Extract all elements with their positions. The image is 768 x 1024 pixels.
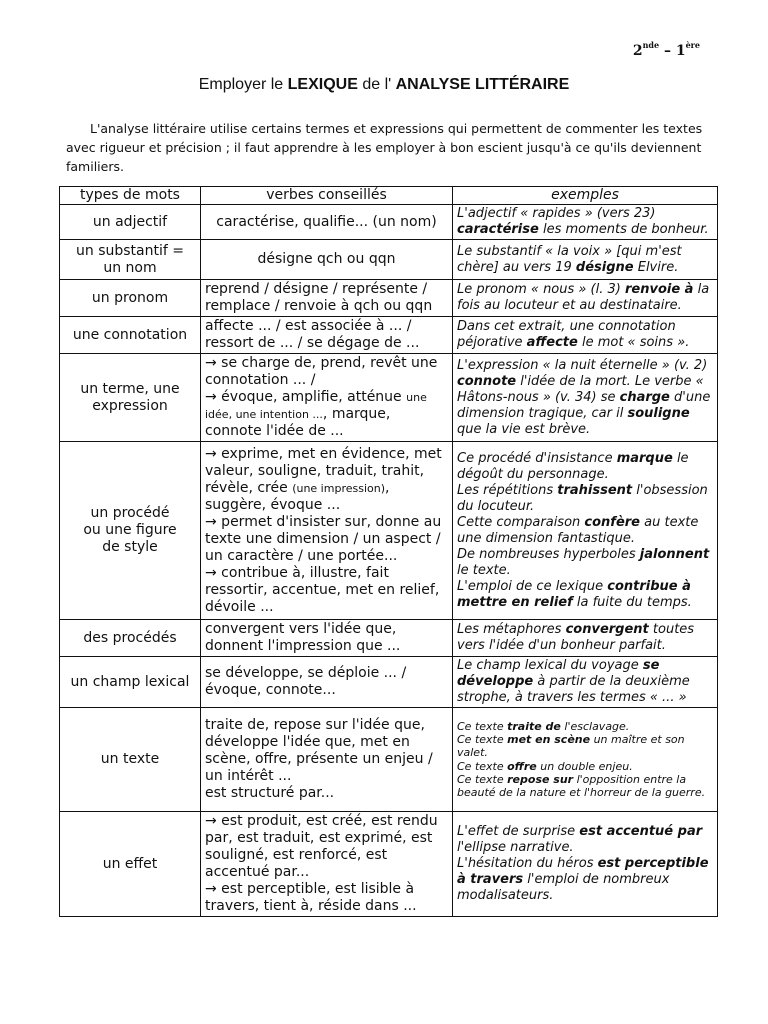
example-keyword: caractérise xyxy=(457,222,539,237)
level-a-sup: nde xyxy=(642,40,660,50)
example-keyword: marque xyxy=(616,450,673,466)
example-keyword: contribue à mettre en relief xyxy=(457,578,691,610)
example-text: De nombreuses hyperboles xyxy=(457,546,640,562)
type-cell xyxy=(60,442,201,620)
example-text: les moments de bonheur. xyxy=(538,222,709,237)
example-keyword: repose sur xyxy=(507,772,574,786)
type-cell xyxy=(60,354,201,442)
example-keyword: est accentué par xyxy=(579,824,703,839)
verbs-line: traite de, repose sur l'idée que, développe l'idée que, met en scène, offre, présente un enjeu / un intérêt ... xyxy=(205,717,433,784)
example-text: que la vie est brève. xyxy=(457,421,591,437)
lexicon-table xyxy=(59,186,718,917)
example-text: la fois au locuteur et au destinataire. xyxy=(457,282,710,313)
verbs-line xyxy=(205,389,448,440)
example-text: l'opposition entre la beauté de la nature et l'horreur de la guerre. xyxy=(457,772,706,800)
type-cell: un effet xyxy=(60,812,201,917)
example-keyword: confère xyxy=(584,514,640,530)
example-text: L'hésitation du héros xyxy=(457,856,598,871)
example-cell xyxy=(453,442,718,620)
example-keyword: charge xyxy=(619,389,670,405)
title-part-3: de l' xyxy=(357,76,396,93)
example-text: un double enjeu. xyxy=(536,759,633,773)
header-verbs: verbes conseillés xyxy=(201,187,453,205)
example-keyword: connote xyxy=(457,373,517,389)
header-examples: exemples xyxy=(453,187,718,205)
verbs-line: → est produit, est créé, est rendu par, est traduit, est exprimé, est souligné, est renforcé, est accentué par... xyxy=(205,813,438,880)
example-text: Cette comparaison xyxy=(457,514,585,530)
title-part-1: Employer le xyxy=(198,76,288,93)
verbs-cell: se développe, se déploie ... / évoque, connote... xyxy=(201,657,453,708)
verbs-cell xyxy=(201,812,453,917)
example-text: au texte une dimension fantastique. xyxy=(457,514,699,546)
type-cell: des procédés xyxy=(60,620,201,657)
example-text: l'ellipse narrative. xyxy=(457,840,574,855)
example-keyword: trahissent xyxy=(557,482,633,498)
example-text: l'esclavage. xyxy=(560,719,630,733)
verbs-line: est structuré par... xyxy=(205,785,335,801)
verbs-cell: convergent vers l'idée que, donnent l'impression que ... xyxy=(201,620,453,657)
table-row xyxy=(60,317,718,354)
type-cell xyxy=(60,240,201,280)
table-row xyxy=(60,240,718,280)
table-row xyxy=(60,812,718,917)
example-text: Les répétitions xyxy=(457,482,558,498)
example-text: Ce texte xyxy=(457,759,508,773)
example-cell xyxy=(453,240,718,280)
verbs-line xyxy=(205,446,448,514)
example-keyword: offre xyxy=(507,759,537,773)
type-cell: un texte xyxy=(60,708,201,812)
title-part-2: LEXIQUE xyxy=(287,76,358,93)
table-row xyxy=(60,620,718,657)
example-text: Le pronom « nous » (l. 3) xyxy=(457,282,625,297)
example-keyword: met en scène xyxy=(507,732,591,746)
verbs-part: , suggère, évoque ... xyxy=(205,479,390,513)
example-text: le texte. xyxy=(457,562,511,578)
example-text: Ce texte xyxy=(457,772,508,786)
header-type: types de mots xyxy=(60,187,201,205)
example-text: L'emploi de ce lexique xyxy=(457,578,608,594)
verbs-cell xyxy=(201,442,453,620)
example-cell xyxy=(453,317,718,354)
verbs-line: → contribue à, illustre, fait ressortir, accentue, met en relief, dévoile ... xyxy=(205,564,440,615)
example-text: le mot « soins ». xyxy=(577,335,690,350)
verbs-cell: affecte ... / est associée à ... / ressort de ... / se dégage de ... xyxy=(201,317,453,354)
table-row xyxy=(60,708,718,812)
verbs-line: → se charge de, prend, revêt une connotation ... / xyxy=(205,355,438,388)
example-keyword: traite de xyxy=(507,719,561,733)
example-keyword: affecte xyxy=(526,335,578,350)
example-text: toutes vers l'idée d'un bonheur parfait. xyxy=(457,622,695,653)
example-text: l'emploi de nombreux modalisateurs. xyxy=(457,872,670,903)
example-keyword: se développe xyxy=(457,658,660,689)
example-cell xyxy=(453,354,718,442)
verbs-cell xyxy=(201,708,453,812)
verbs-part: , marque, connote l'idée de ... xyxy=(205,406,391,439)
verbs-line: → permet d'insister sur, donne au texte une dimension / un aspect / un caractère / une portée... xyxy=(205,513,442,564)
page-title xyxy=(0,76,768,94)
example-text: L'expression « la nuit éternelle » (v. 2) xyxy=(457,357,708,373)
verbs-part-small: une idée, une intention ... xyxy=(205,391,427,421)
level-a: 2 xyxy=(632,43,643,59)
example-text: Dans cet extrait, une connotation péjorative xyxy=(457,319,676,350)
example-keyword: renvoie à xyxy=(624,282,694,297)
example-text: le dégoût du personnage. xyxy=(457,450,689,482)
verbs-part: → évoque, amplifie, atténue xyxy=(205,389,407,405)
example-text: à partir de la deuxième strophe, à travers les termes « ... » xyxy=(457,674,690,705)
table-header-row xyxy=(60,187,718,205)
example-keyword: convergent xyxy=(565,622,649,637)
example-text: Ce procédé d'insistance xyxy=(457,450,617,466)
example-text: d'une dimension tragique, car il xyxy=(457,389,711,421)
example-text: un maître et son valet. xyxy=(457,732,685,760)
type-cell: une connotation xyxy=(60,317,201,354)
type-label: un terme, une expression xyxy=(80,380,180,414)
example-cell xyxy=(453,812,718,917)
verbs-part: → exprime, met en évidence, met valeur, souligne, traduit, trahit, révèle, crée xyxy=(205,445,442,496)
example-cell xyxy=(453,620,718,657)
table-row xyxy=(60,280,718,317)
example-cell xyxy=(453,205,718,240)
example-cell xyxy=(453,280,718,317)
example-keyword: désigne xyxy=(575,259,634,275)
table-row xyxy=(60,657,718,708)
table-row xyxy=(60,354,718,442)
level-b: 1 xyxy=(675,43,686,59)
level-sep: – xyxy=(659,43,676,59)
type-cell: un pronom xyxy=(60,280,201,317)
example-text: Ce texte xyxy=(457,719,508,733)
example-text: l'idée de la mort. Le verbe « Hâtons-nous » (v. 34) se xyxy=(457,373,704,405)
level-indicator xyxy=(633,40,700,59)
type-label: un substantif = un nom xyxy=(76,242,184,276)
verbs-cell: reprend / désigne / représente / remplace / renvoie à qch ou qqn xyxy=(201,280,453,317)
table-row xyxy=(60,205,718,240)
example-cell xyxy=(453,708,718,812)
verbs-line: → est perceptible, est lisible à travers, tient à, réside dans ... xyxy=(205,881,417,914)
example-text: Les métaphores xyxy=(457,622,566,637)
example-text: Elvire. xyxy=(633,259,679,275)
example-keyword: souligne xyxy=(627,405,690,421)
example-text: l'obsession du locuteur. xyxy=(457,482,708,514)
type-label: un procédé ou une figure de style xyxy=(83,505,177,555)
example-text: Ce texte xyxy=(457,732,508,746)
verbs-cell: désigne qch ou qqn xyxy=(201,240,453,280)
verbs-part-small: (une impression) xyxy=(292,481,385,495)
example-keyword: est perceptible à travers xyxy=(457,856,709,887)
verbs-cell xyxy=(201,354,453,442)
type-cell: un champ lexical xyxy=(60,657,201,708)
level-b-sup: ère xyxy=(685,40,700,50)
table-row xyxy=(60,442,718,620)
example-keyword: jalonnent xyxy=(639,546,710,562)
example-cell xyxy=(453,657,718,708)
example-text: la fuite du temps. xyxy=(572,594,692,610)
intro-paragraph: L'analyse littéraire utilise certains termes et expressions qui permettent de commenter les textes avec rigueur et précision ; il faut apprendre à les employer à bon escient jusqu'à ce qu'ils deviennent familiers. xyxy=(66,120,703,174)
verbs-cell: caractérise, qualifie... (un nom) xyxy=(201,205,453,240)
example-text: L'adjectif « rapides » (vers 23) xyxy=(457,206,656,221)
type-cell: un adjectif xyxy=(60,205,201,240)
example-text: Le champ lexical du voyage xyxy=(457,658,643,673)
title-part-4: ANALYSE LITTÉRAIRE xyxy=(395,76,570,93)
example-text: Le substantif « la voix » [qui m'est chère] au vers 19 xyxy=(457,243,682,275)
example-text: L'effet de surprise xyxy=(457,824,580,839)
